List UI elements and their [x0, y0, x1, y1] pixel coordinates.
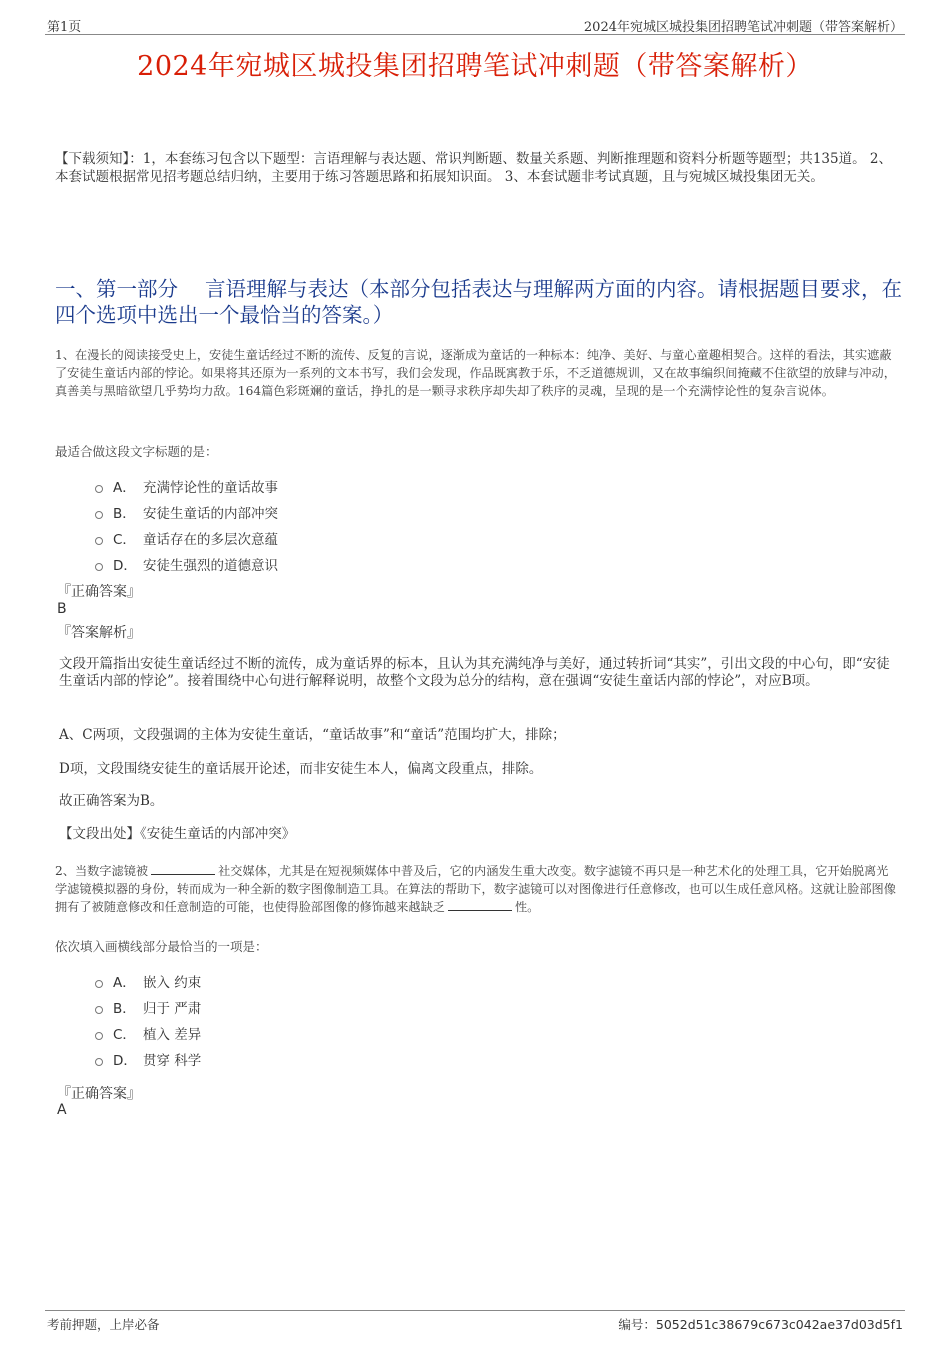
radio-icon[interactable] [95, 1006, 103, 1014]
page-number: 第1页 [47, 20, 82, 35]
radio-icon[interactable] [95, 485, 103, 493]
option-a[interactable]: A． 嵌入 约束 [95, 968, 201, 994]
analysis-conclusion: 故正确答案为B。 [59, 793, 164, 809]
correct-answer: B [57, 601, 67, 617]
option-b[interactable]: B． 安徒生童话的内部冲突 [95, 499, 278, 525]
blank-line [151, 862, 215, 875]
option-d[interactable]: D． 安徒生强烈的道德意识 [95, 551, 278, 577]
question-1-text: 1、在漫长的阅读接受史上，安徒生童话经过不断的流传、反复的言说，逐渐成为童话的一种标本：纯净、美好、与童心童趣相契合。这样的看法，其实遮蔽了安徒生童话内部的悖论。如果将其还原为一系列的文本书写，我们会发现，作品既寓教于乐，不乏道德规训，又在故事编织间掩藏不住欲望的放肆与冲动，真善美与黑暗欲望几乎势均力敌。164篇色彩斑斓的童话，挣扎的是一颗寻求秩序却失却了秩序的灵魂，呈现的是一个充满悖论性的复杂言说体。 [55, 348, 896, 398]
analysis-paragraph: D项，文段围绕安徒生的童话展开论述，而非安徒生本人，偏离文段重点，排除。 [59, 761, 543, 777]
answer-label: 『正确答案』 [57, 584, 141, 600]
radio-icon[interactable] [95, 1058, 103, 1066]
analysis-label: 『答案解析』 [57, 625, 141, 641]
option-c[interactable]: C． 植入 差异 [95, 1020, 201, 1046]
analysis-paragraph: 文段开篇指出安徒生童话经过不断的流传，成为童话界的标本，且认为其充满纯净与美好，通过转折词“其实”，引出文段的中心句，即“安徒生童话内部的悖论”。接着围绕中心句进行解释说明，故整个文段为总分的结构，意在强调“安徒生童话内部的悖论”，对应B项。 [59, 656, 890, 689]
option-a[interactable]: A． 充满悖论性的童话故事 [95, 473, 278, 499]
radio-icon[interactable] [95, 511, 103, 519]
analysis-paragraph: A、C两项，文段强调的主体为安徒生童话，“童话故事”和“童话”范围均扩大，排除； [59, 727, 566, 743]
footer-slogan: 考前押题，上岸必备 [47, 1317, 160, 1332]
option-b[interactable]: B． 归于 严肃 [95, 994, 201, 1020]
header-doc-title: 2024年宛城区城投集团招聘笔试冲刺题（带答案解析） [583, 20, 903, 35]
question-2-options [95, 968, 201, 1072]
passage-source: 【文段出处】《安徒生童话的内部冲突》 [59, 826, 296, 842]
document-code: 编号：5052d51c38679c673c042ae37d03d5f1 [618, 1317, 903, 1332]
question-1-prompt: 最适合做这段文字标题的是： [55, 444, 218, 459]
question-2-prompt: 依次填入画横线部分最恰当的一项是： [55, 939, 268, 954]
correct-answer: A [57, 1102, 67, 1118]
page-footer [45, 1310, 905, 1333]
question-1-options [95, 473, 278, 577]
page-header [45, 14, 905, 35]
document-title: 2024年宛城区城投集团招聘笔试冲刺题（带答案解析） [137, 51, 813, 82]
option-d[interactable]: D． 贯穿 科学 [95, 1046, 201, 1072]
option-c[interactable]: C． 童话存在的多层次意蕴 [95, 525, 278, 551]
radio-icon[interactable] [95, 980, 103, 988]
question-2-text: 2、当数字滤镜被 社交媒体，尤其是在短视频媒体中普及后，它的内涵发生重大改变。数字滤镜不再只是一种艺术化的处理工具，它开始脱离光学滤镜模拟器的身份，转而成为一种全新的数字图像制造工具。在算法的帮助下，数字滤镜可以对图像进行任意修改，也可以生成任意风格。这就让脸部图像拥有了被随意修改和任意制造的可能，也使得脸部图像的修饰越来越缺乏 性。 [55, 864, 896, 914]
answer-label: 『正确答案』 [57, 1086, 141, 1102]
download-notice: 【下载须知】：1，本套练习包含以下题型：言语理解与表达题、常识判断题、数量关系题、判断推理题和资料分析题等题型；共135道。 2、本套试题根据常见招考题总结归纳，主要用于练习答题思路和拓展知识面。 3、本套试题非考试真题，且与宛城区城投集团无关。 [55, 151, 892, 185]
blank-line [448, 898, 512, 911]
section-title: 一、第一部分 言语理解与表达（本部分包括表达与理解两方面的内容。请根据题目要求，在四个选项中选出一个最恰当的答案。） [55, 277, 903, 327]
radio-icon[interactable] [95, 563, 103, 571]
radio-icon[interactable] [95, 537, 103, 545]
radio-icon[interactable] [95, 1032, 103, 1040]
